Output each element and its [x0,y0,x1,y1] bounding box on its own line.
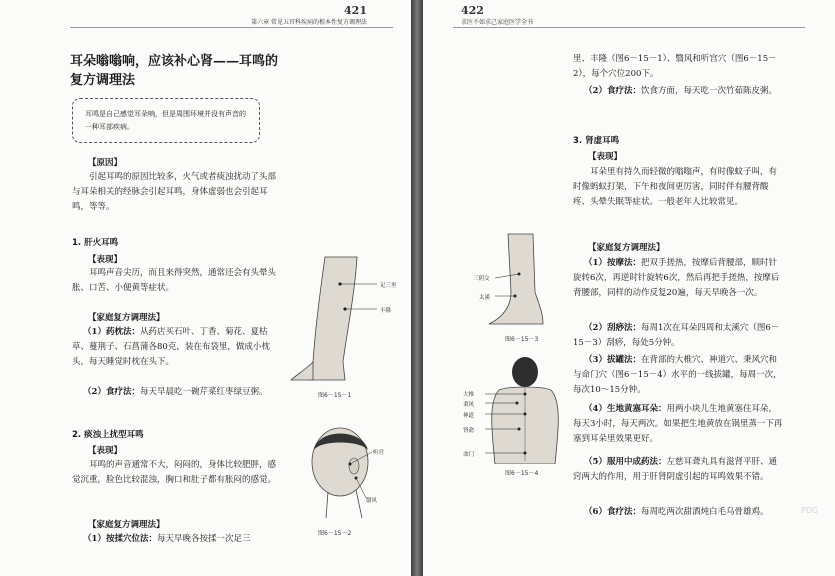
cause-heading: 【原因】 [88,158,123,168]
running-head-left [251,4,367,28]
s2-remedy-2-text: 饮食方面，每天吃一次竹茹陈皮粥。 [640,86,777,96]
fig4-label-5: 命门 [463,452,475,458]
s1-remedy-1 [72,325,282,370]
s3-remedy-2-text: 每周1次在耳朵四周和太溪穴（图6－15－3）刮痧，每处5分钟。 [573,323,780,348]
book-gutter [411,0,423,576]
figure-caption-4: 图6－15－4 [505,470,539,477]
s3-remedy-2-label: （2）刮痧法： [584,323,641,333]
fig4-label-2: 秉风 [463,402,475,408]
s3-remedy-5-text: 左慈耳聋丸具有滋肾平肝、通窍两大的作用，用于肝肾阴虚引起的耳鸣效果不错。 [573,457,777,482]
fig1-label-2: 丰隆 [380,308,392,314]
section-2-title: 2. 痰浊上扰型耳鸣 [72,430,144,440]
s3-remedy-1 [573,256,783,301]
s3-remedy-3 [573,353,783,398]
page-number-left: 421 [344,4,367,17]
fig2-label-1: 听宫 [373,450,385,456]
header-rule-left [70,27,393,28]
s3-remedy-1-label: （1）按摩法： [584,258,641,268]
ankle-illustration [483,232,573,332]
s1-symptom-text: 耳鸣声音尖历，而且来得突然，通常还会有头晕头胀、口苦、小便黄等症状。 [72,268,277,293]
s2-remedy-2 [573,84,783,99]
continued-text: 里、丰隆（图6－15－1）、翳风和听宫穴（图6－15－2），每个穴位200下。 [573,54,777,79]
back-illustration [485,356,570,464]
page-number-right: 422 [461,4,484,17]
s3-remedy-5-label: （5）服用中成药法： [584,457,667,467]
head-illustration [290,420,405,520]
s1-symptom-heading: 【表现】 [88,255,123,265]
fig3-label-1: 三阴交 [473,276,490,282]
s3-symptom-heading: 【表现】 [588,152,623,162]
figure-caption-1: 图6－15－1 [318,392,352,399]
s2-remedy-heading: 【家庭复方调理法】 [88,520,165,530]
s1-remedy-heading: 【家庭复方调理法】 [88,313,165,323]
s3-remedy-4 [573,402,783,447]
leg-illustration [285,252,405,387]
s1-remedy-1-text: 从药店买石叶、丁香、菊花、夏枯草、蔓荆子、石菖蒲各80克，装在布袋里，做成小枕头，每天睡觉时枕在头下。 [72,327,270,367]
s2-remedy-2-label: （2）食疗法： [584,86,641,96]
fig4-label-1: 大椎 [463,392,475,398]
running-head-text-left: 第六章 常见五官科疾病的根本性复方调理法 [251,19,367,26]
cause-text: 引起耳鸣的原因比较多，火气或者痰浊扰动了头部与耳朵相关的经脉会引起耳鸣，身体虚弱也会引起耳鸣，等等。 [72,172,277,212]
article-title: 耳朵嗡嗡响，应该补心肾——耳鸣的复方调理法 [70,54,279,88]
s3-remedy-4-text: 用两小块儿生地黄塞住耳朵，每天3小时，每天两次。如果把生地黄放在锅里蒸一下再塞到耳朵里效果更好。 [573,404,783,444]
section-3-title: 3. 肾虚耳鸣 [573,136,620,146]
s3-remedy-3-text: 在背部的大椎穴、神道穴、秉风穴和与命门穴（图6－15－4）水平的一线拔罐，每周一次，每次10～15分钟。 [573,355,782,395]
s2-remedy-1-label: （1）按揉穴位法： [83,534,157,544]
s3-remedy-6-label: （6）食疗法： [584,507,641,517]
s2-remedy-1-text: 每天早晚各按揉一次足三 [156,534,251,544]
fig1-label-1: 足三里 [380,283,397,289]
fig2-label-2: 翳风 [366,498,378,504]
s3-remedy-4-label: （4）生地黄塞耳朵： [584,404,667,414]
watermark: PDG [801,506,819,515]
s1-remedy-2-label: （2）食疗法： [83,387,140,397]
figure-caption-3: 图6－15－3 [505,336,539,343]
running-head-text-right: 求医不如求己家庭医学全书 [461,19,534,26]
section-1-title: 1. 肝火耳鸣 [72,238,119,248]
s1-remedy-2 [72,385,277,400]
fig3-label-2: 太溪 [479,295,491,301]
s2-symptom-heading: 【表现】 [88,446,123,456]
figure-caption-2: 图6－15－2 [318,530,352,537]
s3-remedy-6 [573,505,783,520]
running-head-right [461,4,533,28]
s2-symptom-text: 耳鸣的声音通常不大，闷闷的，身体比较肥胖，感觉沉重，脸色比较混浊，胸口和肚子都有胀闷的感觉。 [72,460,277,485]
s1-remedy-2-text: 每天早晨吃一碗芹菜红枣绿豆粥。 [139,387,268,397]
left-page [0,0,411,576]
intro-quote-box: 耳鸣是自己感觉耳朵响，但是周围环境并没有声音的一种耳部疾病。 [72,98,260,143]
s3-remedy-heading: 【家庭复方调理法】 [588,243,665,253]
fig4-label-3: 神道 [463,413,475,419]
s2-remedy-1 [72,532,277,547]
s3-remedy-6-text: 每周吃两次甜酒炖白毛乌骨雄鸡。 [640,507,769,517]
right-page [423,0,835,576]
s3-symptom-text: 耳朵里有持久而轻微的嗡嗡声，有时像蚊子叫，有时像蚂蚁打架，下午和夜间更厉害，同时伴有腰背酸疼、头晕失眠等症状。一般老年人比较常见。 [573,167,778,207]
s1-remedy-1-label: （1）药枕法： [83,327,140,337]
fig4-label-4: 肾俞 [463,428,475,434]
s3-remedy-3-label: （3）拔罐法： [584,355,641,365]
header-rule-right [453,27,805,28]
s3-remedy-2 [573,321,783,351]
s3-remedy-5 [573,455,783,485]
s3-remedy-1-text: 把双手搓热，按摩后背腰部，顺时针旋转6次，再逆时针旋转6次，然后再把手搓热，按摩后背腰部，同样的动作反复20遍，每天早晚各一次。 [573,258,780,298]
